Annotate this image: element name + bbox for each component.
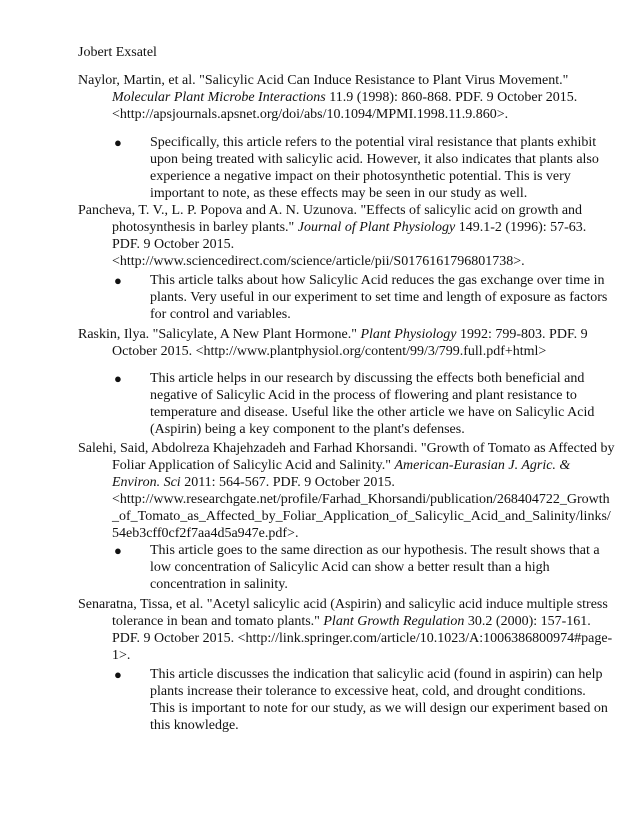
citation-text: <http://apsjournals.apsnet.org/doi/abs/10.1094/MPMI.1998.11.9.860>. [112, 107, 509, 122]
citation-text: <http://www.sciencedirect.com/science/article/pii/S0176161796801738>. [112, 254, 525, 269]
citation-line [78, 474, 564, 491]
annotation-line: This is important to note for our study, as we will design our experiment based on [150, 701, 608, 716]
journal-title: Environ. Sci [112, 475, 181, 490]
citation-url [78, 525, 564, 542]
citation-url [78, 106, 564, 123]
annotation-line: This article talks about how Salicylic Acid reduces the gas exchange over time in [150, 273, 605, 288]
citation-text: tolerance in bean and tomato plants." [112, 614, 324, 629]
citation-url [78, 630, 613, 647]
citation-url [78, 491, 610, 508]
citation-line [78, 89, 578, 106]
annotation-line: temperature and disease. Useful like the other article we have on Salicylic Acid [150, 405, 595, 420]
annotation-line: (Aspirin) being a key component to the plant's defenses. [150, 422, 465, 437]
journal-title: Plant Physiology [360, 327, 457, 342]
bullet-icon: ● [114, 371, 122, 386]
citation-url [78, 343, 564, 360]
citation-text: 149.1-2 (1996): 57-63. [455, 220, 587, 235]
journal-title: Journal of Plant Physiology [297, 220, 456, 235]
annotation-line: plants. Very useful in our experiment to set time and length of exposure as factors [150, 290, 608, 305]
citation-text: Salehi, Said, Abdolreza Khajehzadeh and Farhad Khorsandi. "Growth of Tomato as Affected by [78, 441, 615, 456]
journal-title: American-Eurasian J. Agric. & [394, 458, 571, 473]
reference-entry [78, 72, 578, 123]
bullet-icon: ● [114, 273, 122, 288]
reference-entry [78, 440, 615, 542]
bullet-icon: ● [114, 543, 122, 558]
citation-line [78, 202, 583, 219]
citation-text: Naylor, Martin, et al. "Salicylic Acid Can Induce Resistance to Plant Virus Movement." [78, 73, 569, 88]
citation-text: Foliar Application of Salicylic Acid and Salinity." [112, 458, 395, 473]
annotation-line: This article goes to the same direction as our hypothesis. The result shows that a [150, 543, 600, 558]
citation-line [78, 440, 615, 457]
citation-url [78, 508, 611, 525]
citation-line [78, 326, 588, 343]
reference-entry [78, 326, 588, 360]
citation-text: PDF. 9 October 2015. <http://link.springer.com/article/10.1023/A:1006386800974#page- [112, 631, 613, 646]
reference-entry [78, 596, 613, 664]
citation-line [78, 613, 591, 630]
citation-text: October 2015. <http://www.plantphysiol.org/content/99/3/799.full.pdf+html> [112, 344, 547, 359]
annotation-line: important to note, as these effects may be seen in our study as well. [150, 186, 528, 201]
citation-text: _of_Tomato_as_Affected_by_Foliar_Application_of_Salicylic_Acid_and_Salinity/links/ [112, 509, 611, 524]
annotation-line: low concentration of Salicylic Acid can show a better result than a high [150, 560, 550, 575]
annotation-line: plants increase their tolerance to excessive heat, cold, and drought conditions. [150, 684, 586, 699]
annotation-bullet [114, 666, 608, 734]
journal-title: Plant Growth Regulation [323, 614, 465, 629]
citation-text: <http://www.researchgate.net/profile/Farhad_Khorsandi/publication/268404722_Growth [112, 492, 610, 507]
citation-text: Pancheva, T. V., L. P. Popova and A. N. Uzunova. "Effects of salicylic acid on growth and [78, 203, 583, 218]
annotation-line: Specifically, this article refers to the potential viral resistance that plants exhibit [150, 135, 597, 150]
citation-line [78, 596, 608, 613]
journal-title: Molecular Plant Microbe Interactions [112, 90, 326, 105]
annotation-bullet [114, 272, 608, 323]
citation-url [78, 647, 564, 664]
citation-text: 2011: 564-567. PDF. 9 October 2015. [180, 475, 395, 490]
citation-text: PDF. 9 October 2015. [112, 237, 235, 252]
annotation-line: experience a negative impact on their photosynthetic potential. This is very [150, 169, 571, 184]
reference-entry [78, 202, 587, 270]
author-name: Jobert Exsatel [78, 45, 157, 60]
citation-text: 1>. [112, 648, 131, 663]
citation-line [78, 219, 587, 236]
citation-text: 11.9 (1998): 860-868. PDF. 9 October 2015. [325, 90, 578, 105]
citation-line [78, 72, 569, 89]
annotation-line: this knowledge. [150, 718, 239, 733]
annotation-line: upon being treated with salicylic acid. However, it also indicates that plants also [150, 152, 599, 167]
citation-line [78, 457, 571, 474]
citation-text: photosynthesis in barley plants." [112, 220, 298, 235]
annotation-bullet [114, 542, 600, 593]
citation-text: 54eb3cff0cf2f7aa4d5a947e.pdf>. [112, 526, 299, 541]
annotation-line: This article helps in our research by discussing the effects both beneficial and [150, 371, 585, 386]
bullet-icon: ● [114, 135, 122, 150]
citation-text: 1992: 799-803. PDF. 9 [456, 327, 588, 342]
annotation-line: concentration in salinity. [150, 577, 288, 592]
citation-url [78, 253, 564, 270]
citation-text: 30.2 (2000): 157-161. [464, 614, 591, 629]
annotation-bullet [114, 134, 599, 202]
bullet-icon: ● [114, 667, 122, 682]
annotation-line: negative of Salicylic Acid in the process of flowering and plant resistance to [150, 388, 577, 403]
citation-text: Raskin, Ilya. "Salicylate, A New Plant Hormone." [78, 327, 361, 342]
citation-line [78, 236, 564, 253]
annotation-line: This article discusses the indication that salicylic acid (found in aspirin) can help [150, 667, 603, 682]
annotation-line: for control and variables. [150, 307, 291, 322]
citation-text: Senaratna, Tissa, et al. "Acetyl salicylic acid (Aspirin) and salicylic acid induce multiple stress [78, 597, 608, 612]
annotation-bullet [114, 370, 595, 438]
